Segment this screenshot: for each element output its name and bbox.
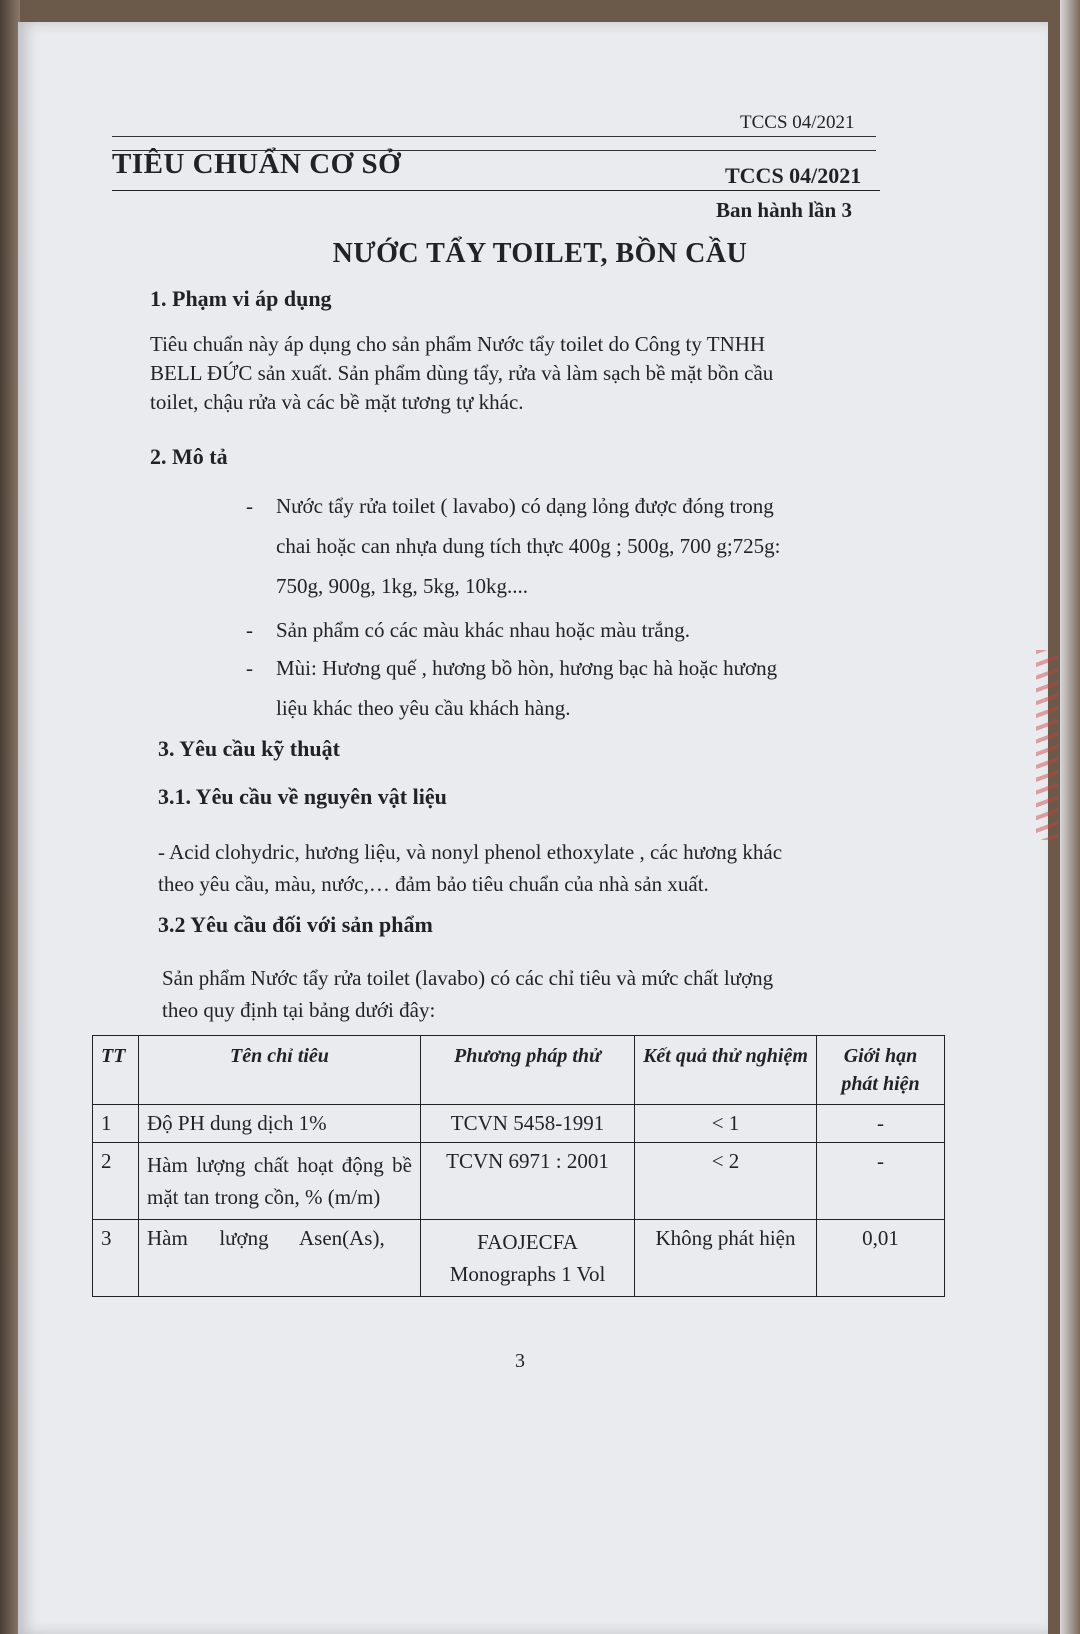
table-cell: 1: [93, 1105, 139, 1143]
section-3-1-body: [158, 836, 782, 900]
table-cell: Không phát hiện: [635, 1220, 817, 1297]
text-line: Mùi: Hương quế , hương bồ hòn, hương bạc hà hoặc hương: [276, 656, 778, 680]
table-header-row: [93, 1036, 945, 1105]
table-cell: 0,01: [817, 1220, 945, 1297]
text-line: BELL ĐỨC sản xuất. Sản phẩm dùng tẩy, rửa và làm sạch bề mặt bồn cầu: [150, 361, 774, 385]
table-cell: 3: [93, 1220, 139, 1297]
table-cell: -: [817, 1143, 945, 1220]
text-line: Tiêu chuẩn này áp dụng cho sản phẩm Nước tẩy toilet do Công ty TNHH: [150, 332, 766, 356]
section-3-1-heading: 3.1. Yêu cầu về nguyên vật liệu: [158, 784, 447, 809]
table-cell: 2: [93, 1143, 139, 1220]
table-cell: Độ PH dung dịch 1%: [139, 1105, 421, 1143]
table-row: [93, 1105, 945, 1143]
document-code: TCCS 04/2021: [725, 163, 862, 188]
text-line: Nước tẩy rửa toilet ( lavabo) có dạng lỏng được đóng trong: [276, 494, 774, 518]
text-line: - Acid clohydric, hương liệu, và nonyl phenol ethoxylate , các hương khác: [158, 840, 783, 864]
column-header: Tên chỉ tiêu: [139, 1036, 421, 1105]
text-line: liệu khác theo yêu cầu khách hàng.: [276, 696, 571, 720]
edition-label: Ban hành lần 3: [716, 198, 852, 222]
bullet-dash: -: [246, 494, 253, 518]
bullet-item: [246, 610, 690, 650]
section-3-2-body: [162, 962, 773, 1026]
table-cell: -: [817, 1105, 945, 1143]
running-header-code: TCCS 04/2021: [740, 112, 855, 133]
text-line: theo quy định tại bảng dưới đây:: [162, 998, 436, 1022]
text-line: Sản phẩm Nước tẩy rửa toilet (lavabo) có các chỉ tiêu và mức chất lượng: [162, 966, 774, 990]
column-header: Kết quả thử nghiệm: [635, 1036, 817, 1105]
header-rule: [112, 136, 876, 137]
document-kind: TIÊU CHUẨN CƠ SỞ: [112, 148, 402, 180]
table-cell: Hàm lượng Asen(As),: [139, 1220, 421, 1297]
text-line: Sản phẩm có các màu khác nhau hoặc màu trắng.: [276, 618, 691, 642]
table-cell: FAOJECFA Monographs 1 Vol: [421, 1220, 635, 1297]
page-number: 3: [515, 1350, 525, 1372]
bullet-dash: -: [246, 656, 253, 680]
page-title: NƯỚC TẨY TOILET, BỒN CẦU: [332, 238, 748, 269]
table-row: [93, 1143, 945, 1220]
table-cell: TCVN 5458-1991: [421, 1105, 635, 1143]
table-cell: Hàm lượng chất hoạt động bề mặt tan trong cồn, % (m/m): [139, 1143, 421, 1220]
header-rule: [112, 190, 880, 191]
text-line: 750g, 900g, 1kg, 5kg, 10kg....: [276, 574, 528, 598]
bullet-item: [246, 648, 777, 728]
specification-table: [92, 1035, 945, 1297]
section-1-heading: 1. Phạm vi áp dụng: [150, 286, 332, 311]
section-2-heading: 2. Mô tả: [150, 444, 228, 469]
section-1-body: [150, 330, 773, 417]
text-line: theo yêu cầu, màu, nước,… đảm bảo tiêu chuẩn của nhà sản xuất.: [158, 872, 709, 896]
column-header: TT: [93, 1036, 139, 1105]
red-seal-stamp: [1036, 650, 1058, 840]
text-line: toilet, chậu rửa và các bề mặt tương tự khác.: [150, 390, 524, 414]
section-3-heading: 3. Yêu cầu kỹ thuật: [158, 736, 340, 761]
section-3-2-heading: 3.2 Yêu cầu đối với sản phẩm: [158, 912, 433, 937]
bullet-item: [246, 486, 781, 606]
column-header: Phương pháp thử: [421, 1036, 635, 1105]
text-line: chai hoặc can nhựa dung tích thực 400g ; 500g, 700 g;725g:: [276, 534, 781, 558]
bullet-dash: -: [246, 618, 253, 642]
table-cell: TCVN 6971 : 2001: [421, 1143, 635, 1220]
table-row: [93, 1220, 945, 1297]
table-cell: < 1: [635, 1105, 817, 1143]
column-header: Giới hạn phát hiện: [817, 1036, 945, 1105]
table-cell: < 2: [635, 1143, 817, 1220]
